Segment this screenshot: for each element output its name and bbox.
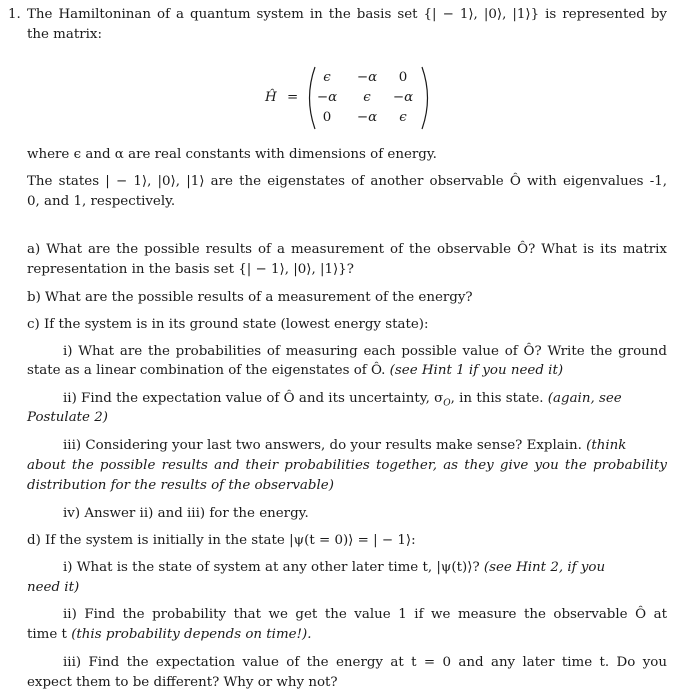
sigma-subscript: O (443, 398, 451, 409)
states-line-2: 0, and 1, respectively. (27, 194, 176, 209)
part-c-iii-line-1 (63, 436, 667, 455)
part-d-ii-line-2 (27, 625, 311, 644)
where-line: where ϵ and α are real constants with dimensions of energy. (27, 147, 437, 162)
part-d-i-line-1 (63, 558, 667, 577)
matrix-cell: ϵ (363, 90, 371, 105)
matrix-cell: −α (356, 70, 378, 85)
postulate-reference: (again, see (547, 391, 622, 406)
matrix-lhs: Ĥ (265, 90, 277, 105)
part-c-ii-line-1 (63, 389, 667, 414)
matrix-cell: 0 (398, 70, 408, 85)
part-d-iii-line-2: expect them to be different? Why or why not? (27, 675, 338, 690)
matrix-cell: −α (392, 90, 414, 105)
matrix-equals: = (287, 90, 299, 105)
part-a-line-1: a) What are the possible results of a measurement of the observable Ô? What is its matrix (27, 242, 667, 257)
part-c-i-line-1: i) What are the probabilities of measuring each possible value of Ô? Write the ground (63, 344, 667, 359)
matrix-cell: −α (356, 110, 378, 125)
part-c-iii-line-3: distribution for the results of the observable) (27, 478, 334, 493)
part-d-ii-line-1: ii) Find the probability that we get the value 1 if we measure the observable Ô at (63, 607, 667, 622)
part-c-i-line-2 (27, 361, 563, 380)
part-c-ii-line-2: Postulate 2) (27, 410, 108, 425)
part-d-i-line-2: need it) (27, 580, 80, 595)
hint-2-reference: (see Hint 2, if you (483, 560, 606, 575)
part-c-ii-text: ii) Find the expectation value of Ô and its uncertainty, σ (63, 391, 444, 406)
part-c-ii-mid: , in this state. (450, 391, 548, 406)
matrix-cell: 0 (322, 110, 332, 125)
part-c-iii-line-2: about the possible results and their probabilities together, as they give you the probability (27, 458, 667, 473)
matrix-cell: −α (316, 90, 338, 105)
hint-1-reference: (see Hint 1 if you need it) (389, 363, 564, 378)
part-c-iii-hint: (think (586, 438, 627, 453)
part-d: d) If the system is initially in the state |ψ(t = 0)⟩ = | − 1⟩: (27, 533, 416, 548)
part-c-i-text: state as a linear combination of the eigenstates of Ô. (27, 363, 390, 378)
part-d-ii-text: time t (27, 627, 72, 642)
part-b: b) What are the possible results of a measurement of the energy? (27, 290, 473, 305)
matrix-cell: ϵ (323, 70, 331, 85)
hamiltonian-matrix (265, 66, 435, 130)
right-paren-icon (420, 66, 434, 130)
part-a-line-2: representation in the basis set {| − 1⟩, |0⟩, |1⟩}? (27, 262, 354, 277)
intro-line-2: the matrix: (27, 27, 102, 42)
part-c-iv: iv) Answer ii) and iii) for the energy. (63, 506, 309, 521)
intro-line-1: The Hamiltoninan of a quantum system in the basis set {| − 1⟩, |0⟩, |1⟩} is represented by (27, 7, 667, 22)
problem-number: 1. (8, 7, 21, 22)
part-d-ii-note: (this probability depends on time!). (71, 627, 312, 642)
states-line-1: The states | − 1⟩, |0⟩, |1⟩ are the eigenstates of another observable Ô with eigenvalues -1, (27, 174, 667, 189)
part-c-iii-text: iii) Considering your last two answers, do your results make sense? Explain. (63, 438, 587, 453)
matrix-cell: ϵ (399, 110, 407, 125)
part-d-i-text: i) What is the state of system at any other later time t, |ψ(t)⟩? (63, 560, 484, 575)
part-c: c) If the system is in its ground state (lowest energy state): (27, 317, 429, 332)
part-d-iii-line-1: iii) Find the expectation value of the energy at t = 0 and any later time t. Do you (63, 655, 667, 670)
